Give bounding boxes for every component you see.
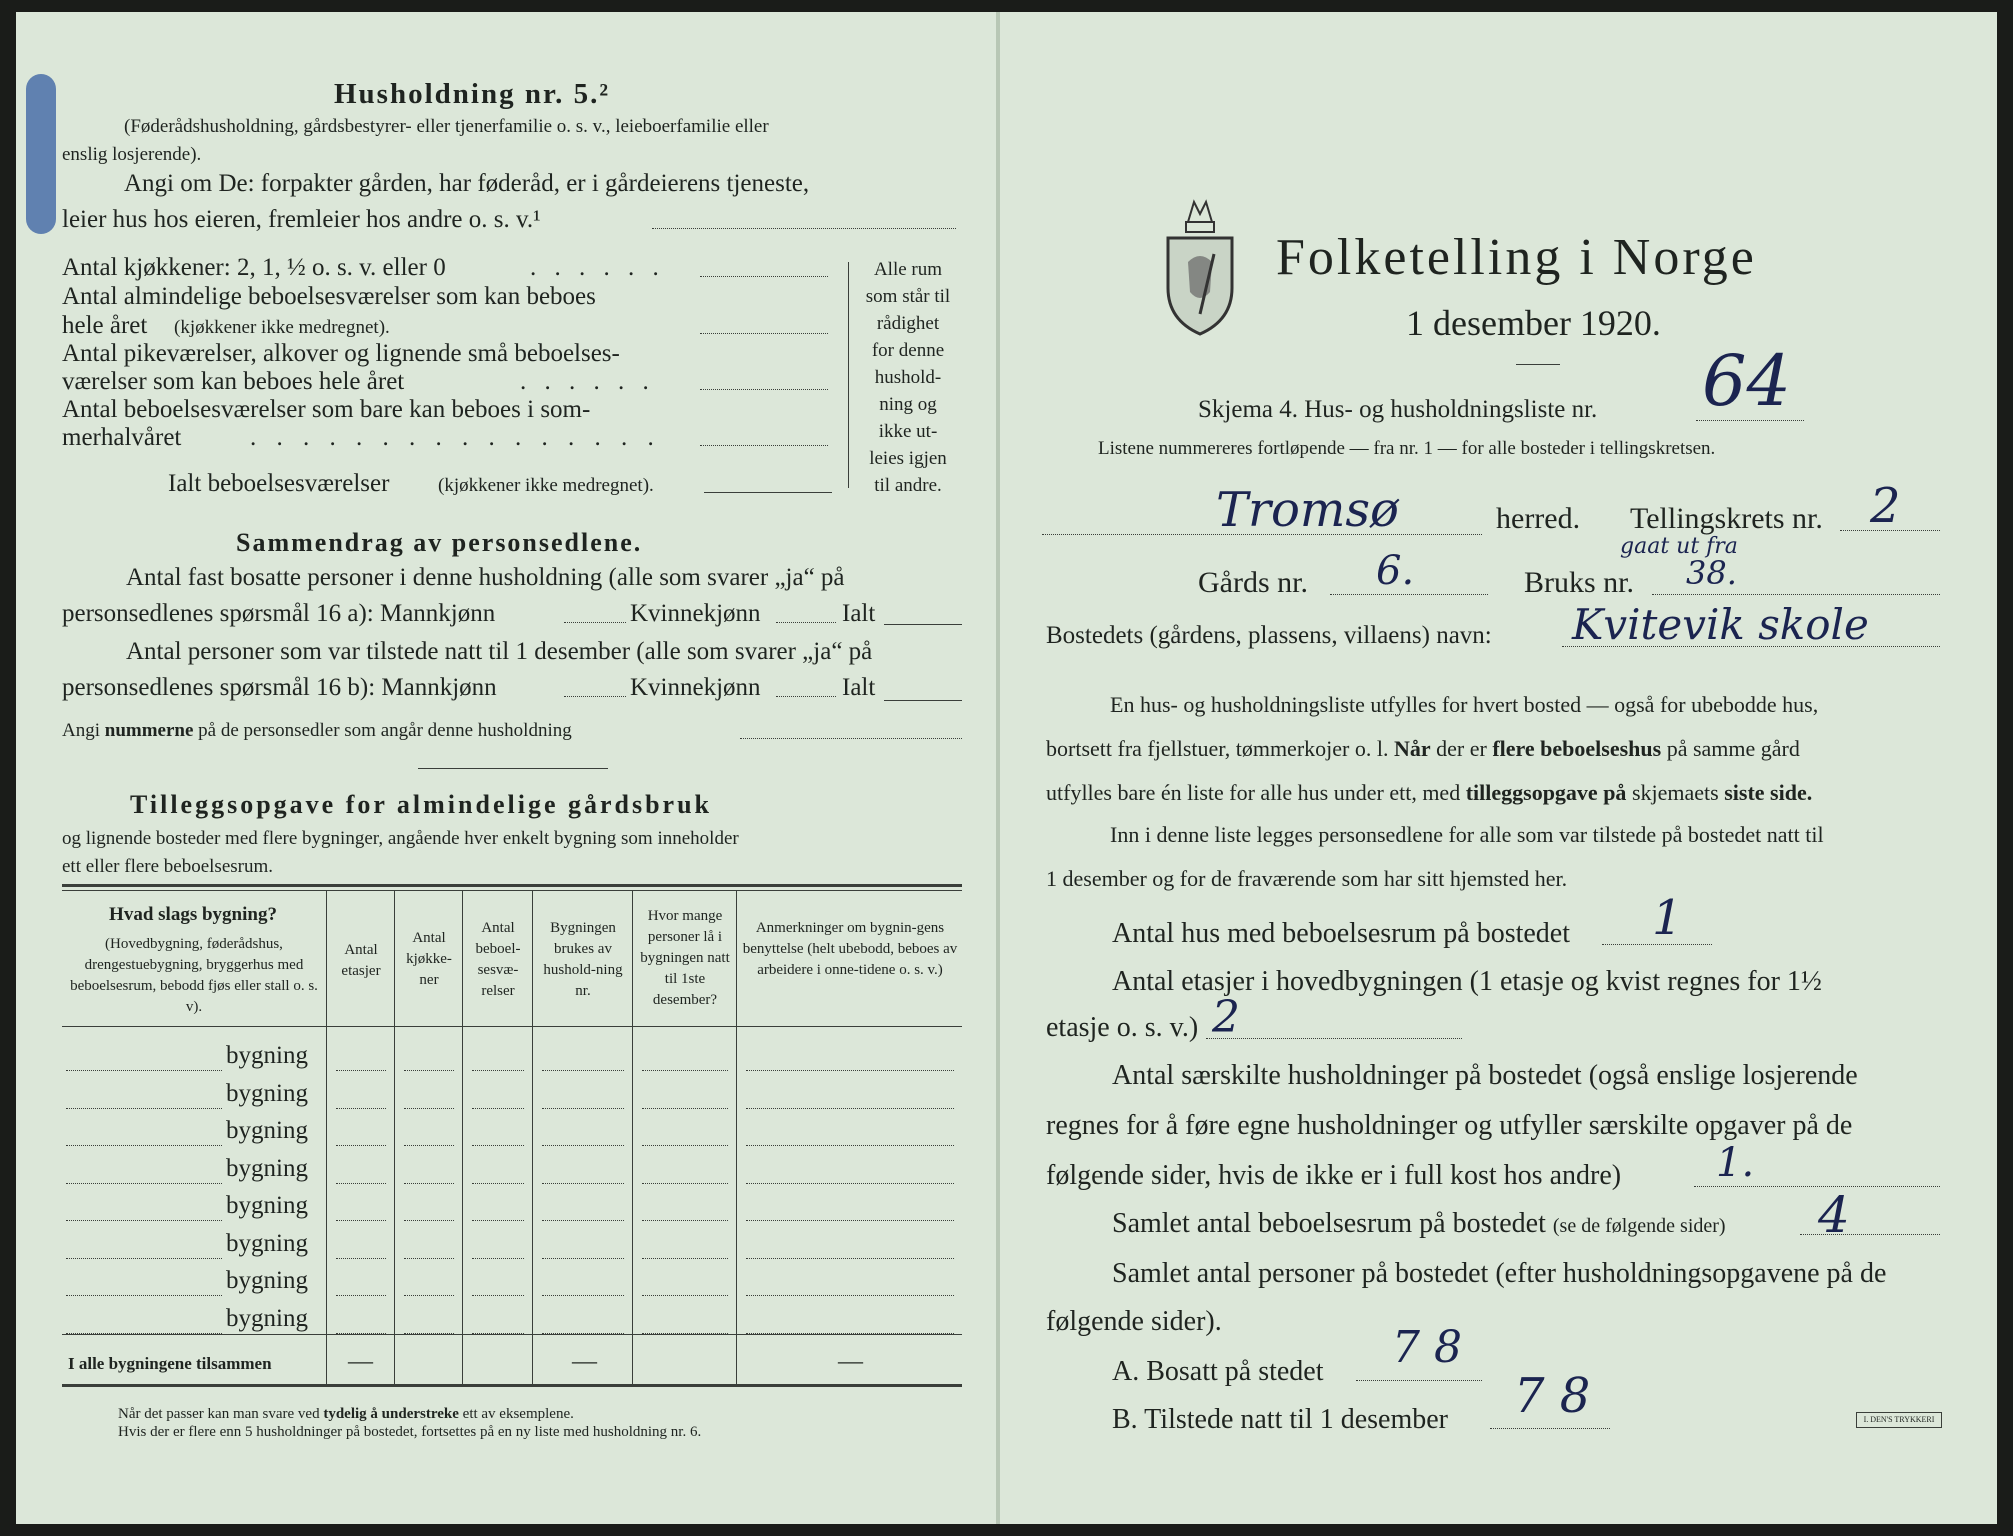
table-cell-blank [404, 1333, 454, 1334]
table-col-line [532, 890, 533, 1384]
table-cell-blank [336, 1220, 386, 1221]
table-row-label: bygning [226, 1229, 308, 1257]
table-cell-blank [642, 1108, 728, 1109]
table-row-label: bygning [226, 1154, 308, 1182]
kitchens-answer-line [700, 276, 828, 277]
table-cell-blank [542, 1183, 624, 1184]
table-cell-blank [404, 1295, 454, 1296]
summary-p2-line1: Antal personer som var tilstede natt til 1 desember (alle som svarer „ja“ på [126, 638, 873, 665]
table-cell-blank [404, 1145, 454, 1146]
table-row-blank [66, 1108, 222, 1109]
total-answer-line [704, 492, 832, 493]
table-cell-blank [336, 1295, 386, 1296]
table-cell-blank [472, 1070, 524, 1071]
total-dash-household: — [572, 1348, 597, 1375]
table-cell-blank [642, 1220, 728, 1221]
rooms-kitchens: Antal kjøkkener: 2, 1, ½ o. s. v. eller 0 [62, 254, 446, 281]
instr2-line1: Inn i denne liste legges personsedlene for alle som var tilstede på bostedet natt til [1110, 822, 1824, 847]
q-hh-3: følgende sider, hvis de ikke er i full kost hos andre) [1046, 1160, 1622, 1191]
instr2-line2: 1 desember og for de fraværende som har sitt hjemsted her. [1046, 866, 1568, 891]
table-row-blank [66, 1145, 222, 1146]
krets-handwritten: 2 [1870, 478, 1901, 534]
q-hh-handwritten: 1. [1716, 1140, 1755, 1186]
addendum-heading: Tilleggsopgave for almindelige gårdsbruk [130, 790, 713, 819]
census-date: 1 desember 1920. [1406, 303, 1661, 343]
table-cell-blank [404, 1108, 454, 1109]
gards-handwritten: 6. [1376, 548, 1415, 594]
table-cell-blank [404, 1183, 454, 1184]
table-cell-blank [746, 1183, 954, 1184]
table-cell-blank [542, 1258, 624, 1259]
p1-total-line [884, 624, 962, 625]
q-hh-line [1694, 1186, 1940, 1187]
angi-answer-line [652, 228, 956, 229]
p2-female-label: Kvinnekjønn [630, 674, 761, 701]
table-cell-blank [642, 1295, 728, 1296]
b-tilstede-handwritten: 7 8 [1514, 1368, 1591, 1424]
table-cell-blank [642, 1333, 728, 1334]
summary-p1-line1: Antal fast bosatte personer i denne husholdning (alle som svarer „ja“ på [126, 564, 845, 591]
rooms-side-note-line: ning og [879, 394, 937, 415]
rooms-side-note-line: rådighet [876, 313, 940, 334]
table-row-blank [66, 1333, 222, 1334]
table-cell-blank [746, 1220, 954, 1221]
table-row-blank [66, 1258, 222, 1259]
rooms-side-note-line: som står til [865, 286, 951, 307]
section-divider [418, 768, 608, 769]
a-bosatt-line [1356, 1380, 1482, 1381]
rooms-summer-2: merhalvåret [62, 424, 182, 451]
table-cell-blank [336, 1183, 386, 1184]
norway-coat-of-arms-icon [1160, 192, 1240, 345]
instr1-line1: En hus- og husholdningsliste utfylles for hvert bosted — også for ubebodde hus, [1110, 692, 1819, 717]
summer-answer-line [700, 445, 828, 446]
bruks-label: Bruks nr. [1524, 566, 1635, 599]
table-cell-blank [746, 1145, 954, 1146]
table-cell-blank [336, 1108, 386, 1109]
q-rooms-handwritten: 4 [1818, 1186, 1850, 1244]
table-row-blank [66, 1295, 222, 1296]
title-rule [1516, 364, 1560, 365]
angi-numbers-line [740, 738, 962, 739]
p2-male-line [564, 696, 626, 697]
table-header-kitchens: Antal kjøkke-ner [406, 930, 452, 988]
table-cell-blank [542, 1333, 624, 1334]
table-row-label: bygning [226, 1192, 308, 1219]
rooms-side-note-line: Alle rum [873, 259, 943, 280]
table-cell-blank [404, 1220, 454, 1221]
p1-female-line [776, 622, 836, 623]
table-cell-blank [472, 1258, 524, 1259]
table-cell-blank [746, 1333, 954, 1334]
brace [848, 262, 849, 488]
table-row-blank [66, 1220, 222, 1221]
bruks-handwritten: 38. [1686, 554, 1737, 592]
table-row-label: bygning [226, 1079, 308, 1107]
table-cell-blank [746, 1070, 954, 1071]
instr1-line3: utfylles bare én liste for alle hus under ett, med tilleggsopgave på skjemaets siste side. [1046, 780, 1813, 805]
rooms-side-note-line: for denne [871, 340, 945, 361]
b-tilstede-label: B. Tilstede natt til 1 desember [1112, 1404, 1448, 1435]
table-header-persons: Hvor mange personer lå i bygningen natt til 1ste desember? [640, 908, 730, 1008]
addendum-sub-1: og lignende bosteder med flere bygninger, angående hver enkelt bygning som inneholder [62, 828, 739, 849]
rooms-ordinary-2: hele året [62, 312, 148, 339]
p1-total-label: Ialt [842, 600, 876, 627]
rooms-side-note-line: ikke ut- [878, 421, 938, 442]
table-row-label: bygning [226, 1042, 308, 1069]
q-persons-1: Samlet antal personer på bostedet (efter husholdningsopgavene på de [1112, 1258, 1887, 1289]
table-cell-blank [642, 1070, 728, 1071]
dots: . . . . . . [520, 368, 655, 395]
table-row-blank [66, 1070, 222, 1071]
table-cell-blank [642, 1183, 728, 1184]
gards-line [1330, 594, 1488, 595]
q-hh-2: regnes for å føre egne husholdninger og utfyller særskilte opgaver på de [1046, 1110, 1853, 1141]
table-col-line [326, 890, 327, 1384]
schema-handwritten: 64 [1702, 340, 1792, 422]
bosted-label: Bostedets (gårdens, plassens, villaens) navn: [1046, 622, 1492, 649]
table-cell-blank [746, 1295, 954, 1296]
table-cell-blank [472, 1295, 524, 1296]
table-cell-blank [472, 1183, 524, 1184]
table-cell-blank [404, 1258, 454, 1259]
schema-label: Skjema 4. Hus- og husholdningsliste nr. [1198, 396, 1598, 423]
table-row-label: bygning [226, 1267, 308, 1294]
p1-female-label: Kvinnekjønn [630, 600, 761, 627]
table-header-floors: Antal etasjer [341, 942, 381, 979]
bruks-line [1652, 594, 1940, 595]
rooms-summer-1: Antal beboelsesværelser som bare kan beboes i som- [62, 396, 591, 423]
table-col-line [394, 890, 395, 1384]
a-bosatt-label: A. Bosatt på stedet [1112, 1356, 1324, 1387]
total-dash-remarks: — [838, 1348, 863, 1375]
table-col-line [462, 890, 463, 1384]
table-cell-blank [472, 1108, 524, 1109]
rooms-total: Ialt beboelsesværelser [168, 470, 390, 497]
p2-total-line [884, 700, 962, 701]
rooms-ordinary-note: (kjøkkener ikke medregnet). [174, 317, 390, 338]
table-cell-blank [472, 1145, 524, 1146]
footnote-1: Når det passer kan man svare ved tydelig å understreke ett av eksemplene. [118, 1406, 574, 1422]
rooms-side-note-line: hushold- [874, 367, 942, 388]
table-col0-title: Hvad slags bygning? [109, 904, 277, 925]
table-header-rooms: Antal beboel-sesvæ-relser [475, 920, 521, 999]
q-rooms: Samlet antal beboelsesrum på bostedet (se de følgende sider) [1112, 1208, 1726, 1239]
b-tilstede-line [1490, 1428, 1610, 1429]
table-cell-blank [336, 1333, 386, 1334]
table-row-label: bygning [226, 1304, 308, 1332]
table-cell-blank [542, 1145, 624, 1146]
a-bosatt-handwritten: 7 8 [1392, 1322, 1462, 1373]
table-header-remarks: Anmerkninger om bygnin-gens benyttelse (helt ubebodd, beboes av arbeidere i onne-tidene o. s. v.) [742, 920, 958, 978]
household-title: Husholdning nr. 5.² [334, 78, 611, 110]
table-row-blank [66, 1183, 222, 1184]
table-header-household: Bygningen brukes av hushold-ning nr. [543, 920, 623, 999]
angi-line-1: Angi om De: forpakter gården, har føderåd, er i gårdeierens tjeneste, [124, 170, 810, 197]
table-cell-blank [642, 1145, 728, 1146]
census-title: Folketelling i Norge [1276, 229, 1757, 286]
table-row-label: bygning [226, 1117, 308, 1144]
angi-line-2: leier hus hos eieren, fremleier hos andre o. s. v.¹ [62, 206, 541, 233]
table-cell-blank [542, 1108, 624, 1109]
summary-angi: Angi nummerne på de personsedler som angår denne husholdning [62, 720, 572, 741]
footnote-2: Hvis der er flere enn 5 husholdninger på bostedet, fortsettes på en ny liste med husholdning nr. 6. [118, 1424, 702, 1440]
printer-stamp: I. DEN'S TRYKKERI [1856, 1412, 1942, 1428]
rooms-side-note [852, 256, 964, 499]
rooms-ordinary-1: Antal almindelige beboelsesværelser som kan beboes [62, 283, 596, 310]
q-floors-2: etasje o. s. v.) [1046, 1012, 1199, 1043]
bruks-handwritten-note: gaat ut fra [1620, 534, 1738, 559]
table-bottom-rule [62, 1384, 962, 1387]
table-cell-blank [404, 1070, 454, 1071]
table-col0-note: (Hovedbygning, føderådshus, drengestuebygning, bryggerhus med beboelsesrum, bebodd fjøs eller stall o. s. v). [70, 936, 318, 1015]
gards-label: Gårds nr. [1198, 566, 1308, 599]
table-cell-blank [642, 1258, 728, 1259]
table-cell-blank [542, 1220, 624, 1221]
dots: . . . . . . . . . . . . . . . . [250, 424, 661, 451]
blue-tab-mark [26, 74, 56, 234]
table-total-rule [62, 1334, 962, 1335]
krets-label: Tellingskrets nr. [1630, 502, 1823, 535]
rooms-total-note: (kjøkkener ikke medregnet). [438, 475, 654, 496]
addendum-sub-2: ett eller flere beboelsesrum. [62, 856, 274, 877]
household-subtitle-1: (Føderådshusholdning, gårdsbestyrer- eller tjenerfamilie o. s. v., leieboerfamilie eller [124, 116, 769, 137]
household-subtitle-2: enslig losjerende). [62, 144, 202, 165]
table-top-rule [62, 884, 962, 887]
q-persons-2: følgende sider). [1046, 1306, 1222, 1337]
table-top-rule-2 [62, 890, 962, 891]
rooms-maid-1: Antal pikeværelser, alkover og lignende små beboelses- [62, 340, 620, 367]
rooms-side-note-line: leies igjen [869, 448, 947, 469]
q-floors-line [1206, 1038, 1462, 1039]
bosted-handwritten: Kvitevik skole [1572, 600, 1869, 649]
p2-female-line [776, 696, 836, 697]
summary-p2-line2: personsedlenes spørsmål 16 b): Mannkjønn [62, 674, 497, 701]
summary-heading: Sammendrag av personsedlene. [236, 528, 643, 557]
q-floors-1: Antal etasjer i hovedbygningen (1 etasje og kvist regnes for 1½ [1112, 966, 1822, 997]
table-col-line [736, 890, 737, 1384]
table-cell-blank [336, 1258, 386, 1259]
maid-answer-line [700, 389, 828, 390]
table-cell-blank [746, 1258, 954, 1259]
q-houses-handwritten: 1 [1652, 890, 1683, 946]
herred-handwritten: Tromsø [1216, 482, 1399, 538]
table-cell-blank [472, 1220, 524, 1221]
ordinary-answer-line [700, 333, 828, 334]
table-cell-blank [336, 1070, 386, 1071]
table-cell-blank [542, 1295, 624, 1296]
table-col-line [632, 890, 633, 1384]
table-cell-blank [746, 1108, 954, 1109]
dots: . . . . . . [530, 254, 665, 281]
rooms-maid-2: værelser som kan beboes hele året [62, 368, 405, 395]
q-hh-1: Antal særskilte husholdninger på bostedet (også enslige losjerende [1112, 1060, 1858, 1091]
q-houses: Antal hus med beboelsesrum på bostedet [1112, 918, 1571, 949]
herred-label: herred. [1496, 502, 1581, 535]
p2-total-label: Ialt [842, 674, 876, 701]
p1-male-line [564, 622, 626, 623]
page-fold [996, 12, 1000, 1524]
table-cell-blank [472, 1333, 524, 1334]
table-cell-blank [542, 1070, 624, 1071]
rooms-side-note-line: til andre. [874, 475, 942, 496]
instr1-line2: bortsett fra fjellstuer, tømmerkojer o. l. Når der er flere beboelseshus på samme gård [1046, 736, 1800, 761]
total-dash-floors: — [348, 1348, 373, 1375]
table-cell-blank [336, 1145, 386, 1146]
table-total-label: I alle bygningene tilsammen [68, 1354, 272, 1373]
listing-note: Listene nummereres fortløpende — fra nr. 1 — for alle bosteder i tellingskretsen. [1098, 438, 1716, 459]
summary-p1-line2: personsedlenes spørsmål 16 a): Mannkjønn [62, 600, 496, 627]
table-header-rule [62, 1026, 962, 1027]
q-floors-handwritten: 2 [1212, 992, 1240, 1043]
